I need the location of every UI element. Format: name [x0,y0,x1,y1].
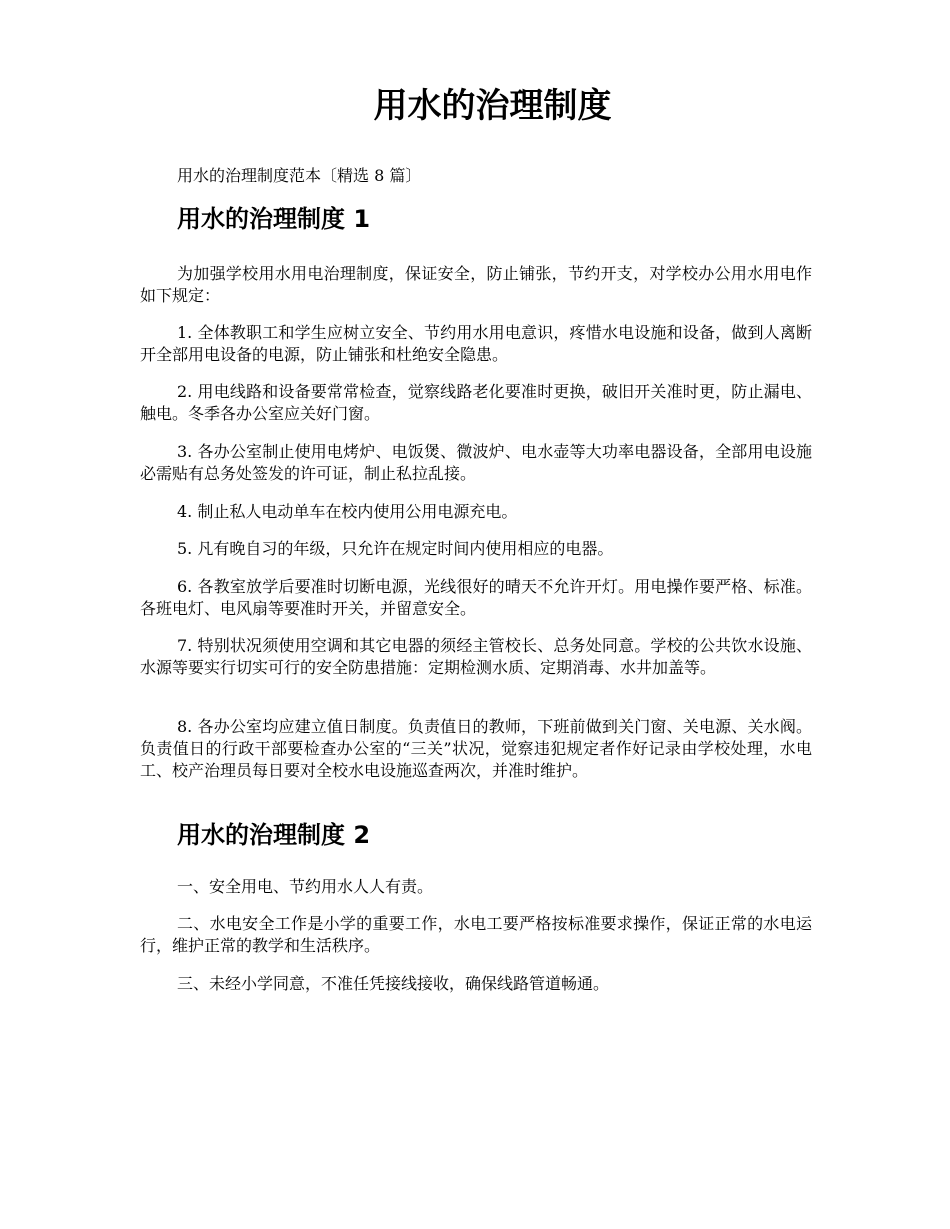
section-1-rule-4: 4. 制止私人电动单车在校内使用公用电源充电。 [177,502,518,521]
section-1-rule-6: 6. 各教室放学后要准时切断电源，光线很好的晴天不允许开灯。用电操作要严格、标准。各班电灯、电风扇等要准时开关，并留意安全。 [140,577,812,618]
section-1-rule-3: 3. 各办公室制止使用电烤炉、电饭煲、微波炉、电水壶等大功率电器设备，全部用电设施必需贴有总务处签发的许可证，制止私拉乱接。 [140,442,812,483]
section-heading-2: 用水的治理制度 2 [177,821,371,849]
document-title: 用水的治理制度 [373,86,612,126]
section-2-item-2: 二、水电安全工作是小学的重要工作，水电工要严格按标准要求操作，保证正常的水电运行，维护正常的教学和生活秩序。 [140,914,812,955]
section-1-rule-1: 1. 全体教职工和学生应树立安全、节约用水用电意识，疼惜水电设施和设备，做到人离断开全部用电设备的电源，防止铺张和杜绝安全隐患。 [140,323,812,364]
section-1-rule-7: 7. 特别状况须使用空调和其它电器的须经主管校长、总务处同意。学校的公共饮水设施、水源等要实行切实可行的安全防患措施：定期检测水质、定期消毒、水井加盖等。 [140,636,812,677]
document-subtitle: 用水的治理制度范本〔精选 8 篇〕 [177,166,422,185]
section-1-rule-2: 2. 用电线路和设备要常常检查，觉察线路老化要准时更换，破旧开关准时更，防止漏电、触电。冬季各办公室应关好门窗。 [140,382,812,423]
section-1-rule-8: 8. 各办公室均应建立值日制度。负责值日的教师，下班前做到关门窗、关电源、关水阀。负责值日的行政干部要检查办公室的“三关”状况，觉察违犯规定者作好记录由学校处理，水电工、校产治理员每日要对全校水电设施巡查两次，并准时维护。 [140,717,812,780]
section-heading-1: 用水的治理制度 1 [177,205,371,233]
section-2-item-3: 三、未经小学同意，不准任凭接线接收，确保线路管道畅通。 [177,974,610,993]
section-1-rule-5: 5. 凡有晚自习的年级，只允许在规定时间内使用相应的电器。 [177,539,614,558]
section-1-paragraph-intro: 为加强学校用水用电治理制度，保证安全，防止铺张，节约开支，对学校办公用水用电作如下规定： [140,264,812,305]
section-2-item-1: 一、安全用电、节约用水人人有责。 [177,877,434,896]
